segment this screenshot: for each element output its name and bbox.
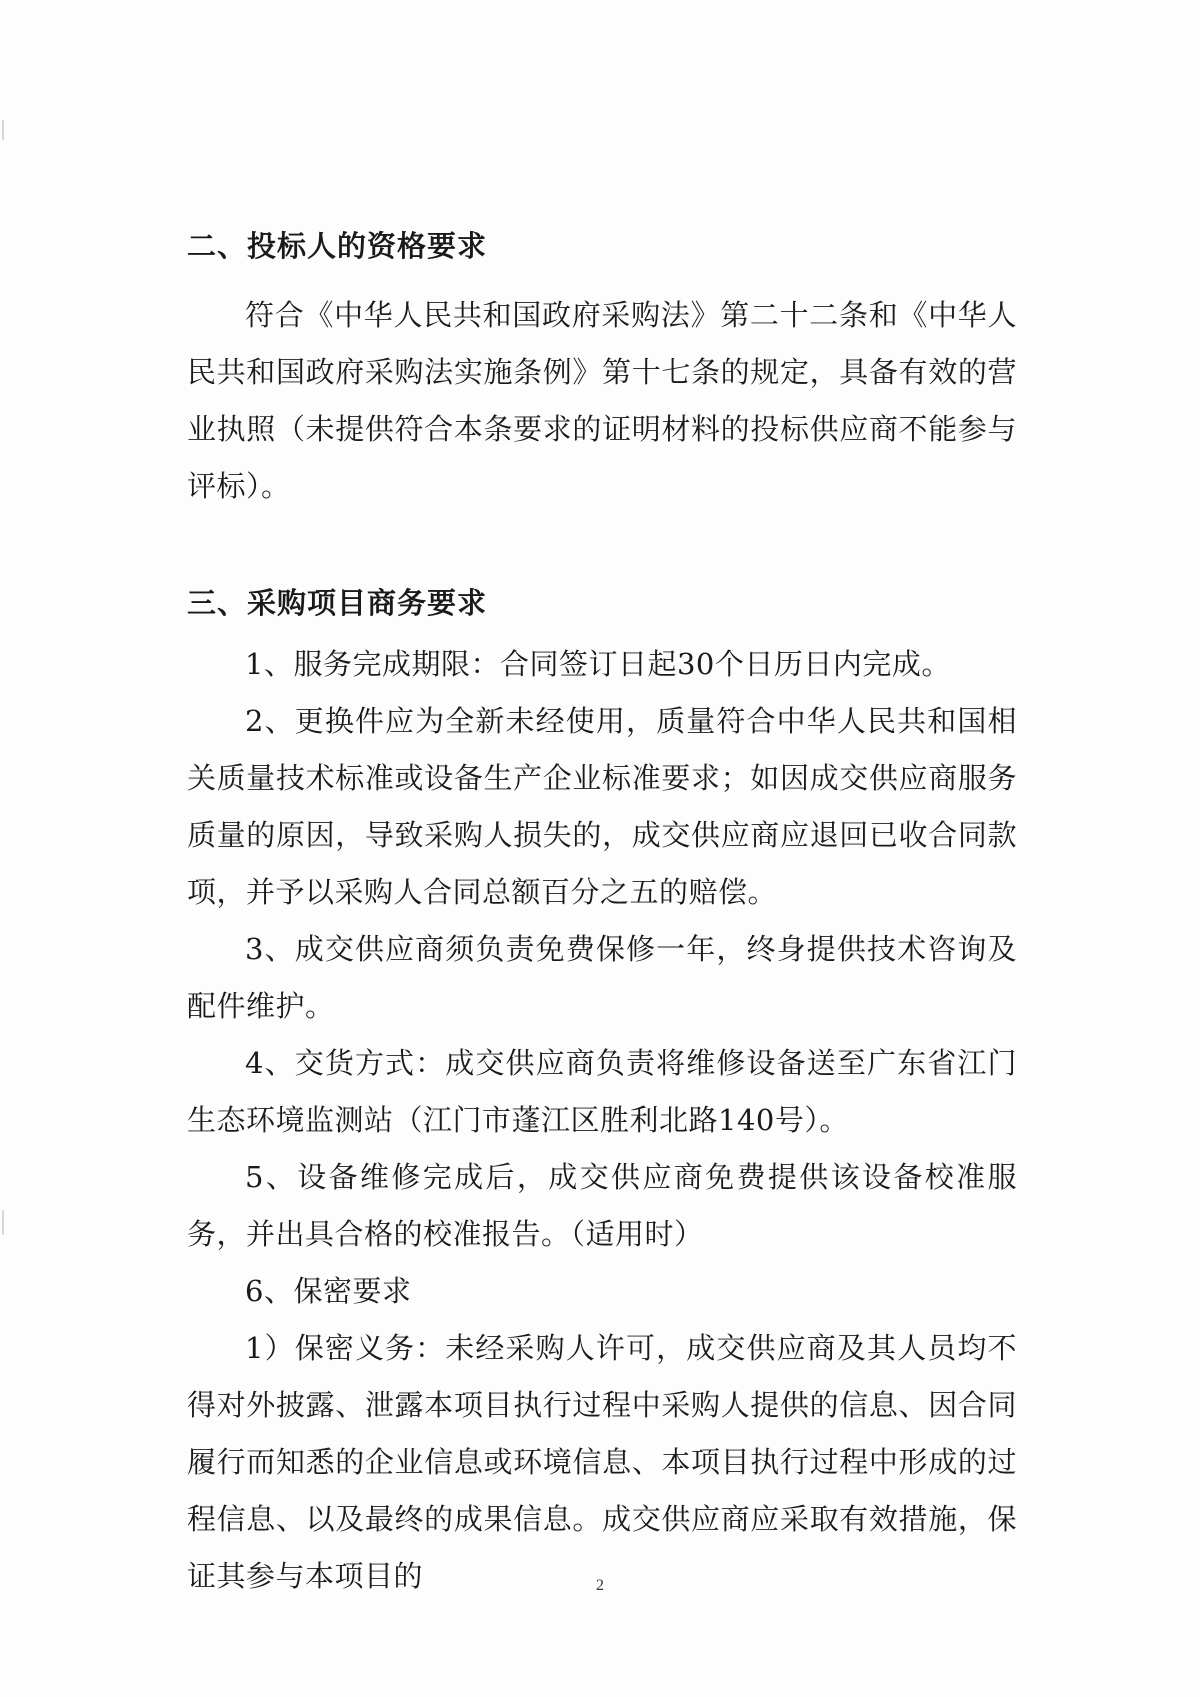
section-heading-qualification: 二、投标人的资格要求	[187, 229, 488, 263]
requirement-delivery: 4、交货方式：成交供应商负责将维修设备送至广东省江门生态环境监测站（江门市蓬江区胜利北路140号）。	[187, 1046, 1017, 1137]
requirement-warranty: 3、成交供应商须负责免费保修一年，终身提供技术咨询及配件维护。	[187, 932, 1017, 1023]
document-body	[187, 218, 1017, 1605]
scan-edge-mark	[2, 120, 4, 140]
page-number: 2	[596, 1577, 604, 1594]
scan-edge-mark	[2, 1210, 4, 1235]
requirement-replacement-parts: 2、更换件应为全新未经使用，质量符合中华人民共和国相关质量技术标准或设备生产企业标准要求；如因成交供应商服务质量的原因，导致采购人损失的，成交供应商应退回已收合同款项，并予以采购人合同总额百分之五的赔偿。	[187, 704, 1017, 909]
requirement-confidentiality-heading: 6、保密要求	[245, 1274, 412, 1308]
qualification-paragraph: 符合《中华人民共和国政府采购法》第二十二条和《中华人民共和国政府采购法实施条例》第十七条的规定，具备有效的营业执照（未提供符合本条要求的证明材料的投标供应商不能参与评标）。	[187, 298, 1017, 503]
requirement-calibration: 5、设备维修完成后，成交供应商免费提供该设备校准服务，并出具合格的校准报告。（适用时）	[187, 1160, 1017, 1251]
requirement-confidentiality-duty: 1）保密义务：未经采购人许可，成交供应商及其人员均不得对外披露、泄露本项目执行过程中采购人提供的信息、因合同履行而知悉的企业信息或环境信息、本项目执行过程中形成的过程信息、以及最终的成果信息。成交供应商应采取有效措施，保证其参与本项目的	[187, 1331, 1017, 1593]
requirement-service-period: 1、服务完成期限：合同签订日起30个日历日内完成。	[245, 647, 951, 681]
section-heading-business-requirements: 三、采购项目商务要求	[187, 586, 488, 620]
